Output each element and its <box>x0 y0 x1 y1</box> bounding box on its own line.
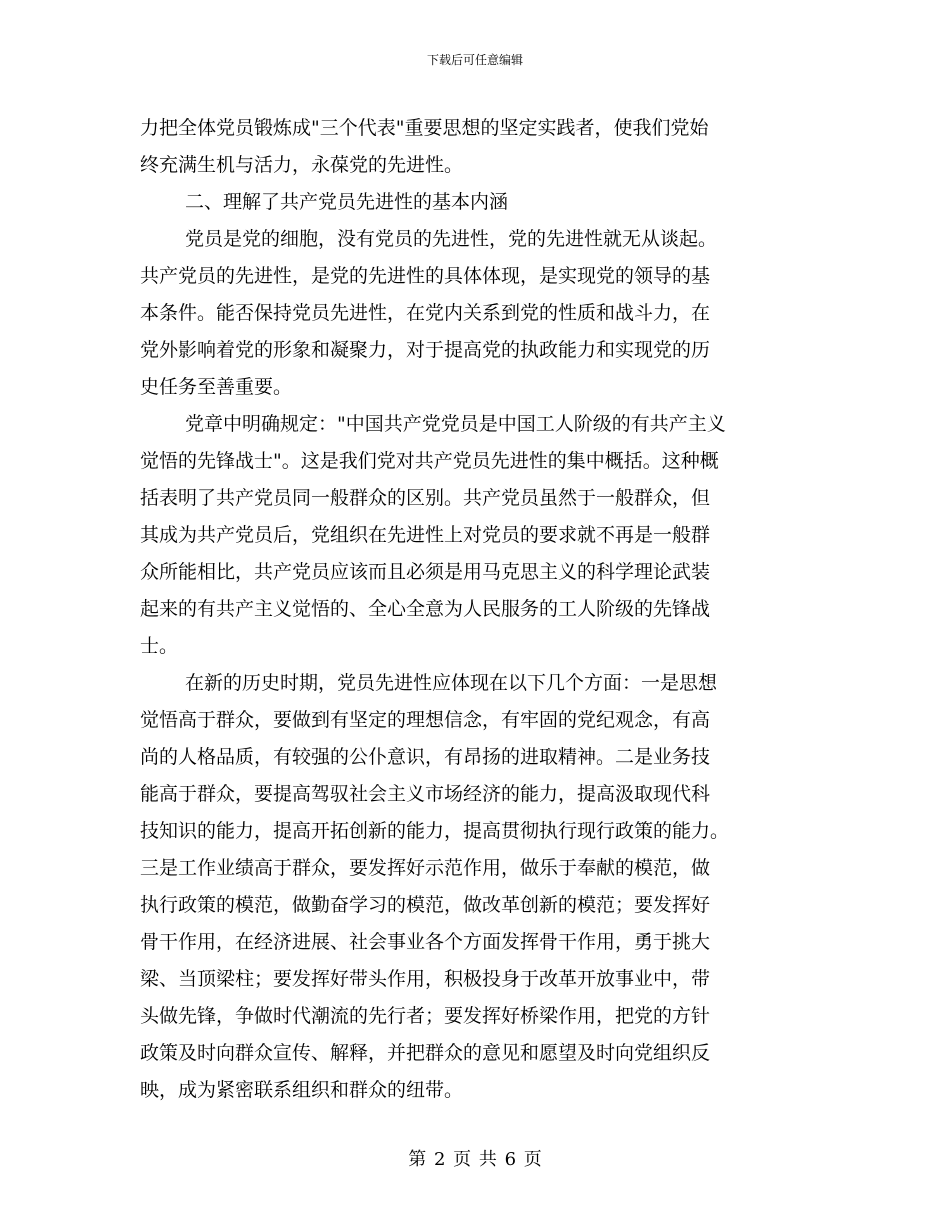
page-footer: 第 2 页 共 6 页 <box>408 1149 542 1170</box>
text-line: 党员是党的细胞，没有党员的先进性，党的先进性就无从谈起。 <box>185 228 718 250</box>
text-line: 头做先锋，争做时代潮流的先行者；要发挥好桥梁作用，把党的方针 <box>140 1005 711 1027</box>
text-line: 骨干作用，在经济进展、社会事业各个方面发挥骨干作用，勇于挑大 <box>140 931 711 953</box>
text-line: 括表明了共产党员同一般群众的区别。共产党员虽然于一般群众，但 <box>140 487 711 509</box>
text-line: 力把全体党员锻炼成"三个代表"重要思想的坚定实践者，使我们党始 <box>140 117 709 139</box>
text-line: 映，成为紧密联系组织和群众的纽带。 <box>140 1079 464 1101</box>
text-line: 政策及时向群众宣传、解释，并把群众的意见和愿望及时向党组织反 <box>140 1042 711 1064</box>
text-line: 党章中明确规定："中国共产党党员是中国工人阶级的有共产主义 <box>185 413 726 435</box>
text-line: 三是工作业绩高于群众，要发挥好示范作用，做乐于奉献的模范，做 <box>140 857 711 879</box>
text-line: 史任务至善重要。 <box>140 376 293 398</box>
text-line: 士。 <box>140 635 179 657</box>
text-line: 二、理解了共产党员先进性的基本内涵 <box>185 191 509 213</box>
text-line: 尚的人格品质，有较强的公仆意识，有昂扬的进取精神。二是业务技 <box>140 746 711 768</box>
text-line: 技知识的能力，提高开拓创新的能力，提高贯彻执行现行政策的能力。 <box>140 820 730 842</box>
text-line: 在新的历史时期，党员先进性应体现在以下几个方面：一是思想 <box>185 672 718 694</box>
text-line: 共产党员的先进性，是党的先进性的具体体现，是实现党的领导的基 <box>140 265 711 287</box>
text-line: 梁、当顶梁柱；要发挥好带头作用，积极投身于改革开放事业中，带 <box>140 968 711 990</box>
page-header: 下载后可任意编辑 <box>426 53 523 67</box>
text-line: 起来的有共产主义觉悟的、全心全意为人民服务的工人阶级的先锋战 <box>140 598 711 620</box>
text-line: 终充满生机与活力，永葆党的先进性。 <box>140 154 464 176</box>
text-line: 能高于群众，要提高驾驭社会主义市场经济的能力，提高汲取现代科 <box>140 783 711 805</box>
document-body <box>140 110 810 1109</box>
text-line: 本条件。能否保持党员先进性，在党内关系到党的性质和战斗力，在 <box>140 302 711 324</box>
text-line: 执行政策的模范，做勤奋学习的模范，做改革创新的模范；要发挥好 <box>140 894 711 916</box>
text-line: 众所能相比，共产党员应该而且必须是用马克思主义的科学理论武装 <box>140 561 711 583</box>
text-line: 觉悟高于群众，要做到有坚定的理想信念，有牢固的党纪观念，有高 <box>140 709 711 731</box>
text-line: 党外影响着党的形象和凝聚力，对于提高党的执政能力和实现党的历 <box>140 339 711 361</box>
text-line: 觉悟的先锋战士"。这是我们党对共产党员先进性的集中概括。这种概 <box>140 450 719 472</box>
text-line: 其成为共产党员后，党组织在先进性上对党员的要求就不再是一般群 <box>140 524 711 546</box>
